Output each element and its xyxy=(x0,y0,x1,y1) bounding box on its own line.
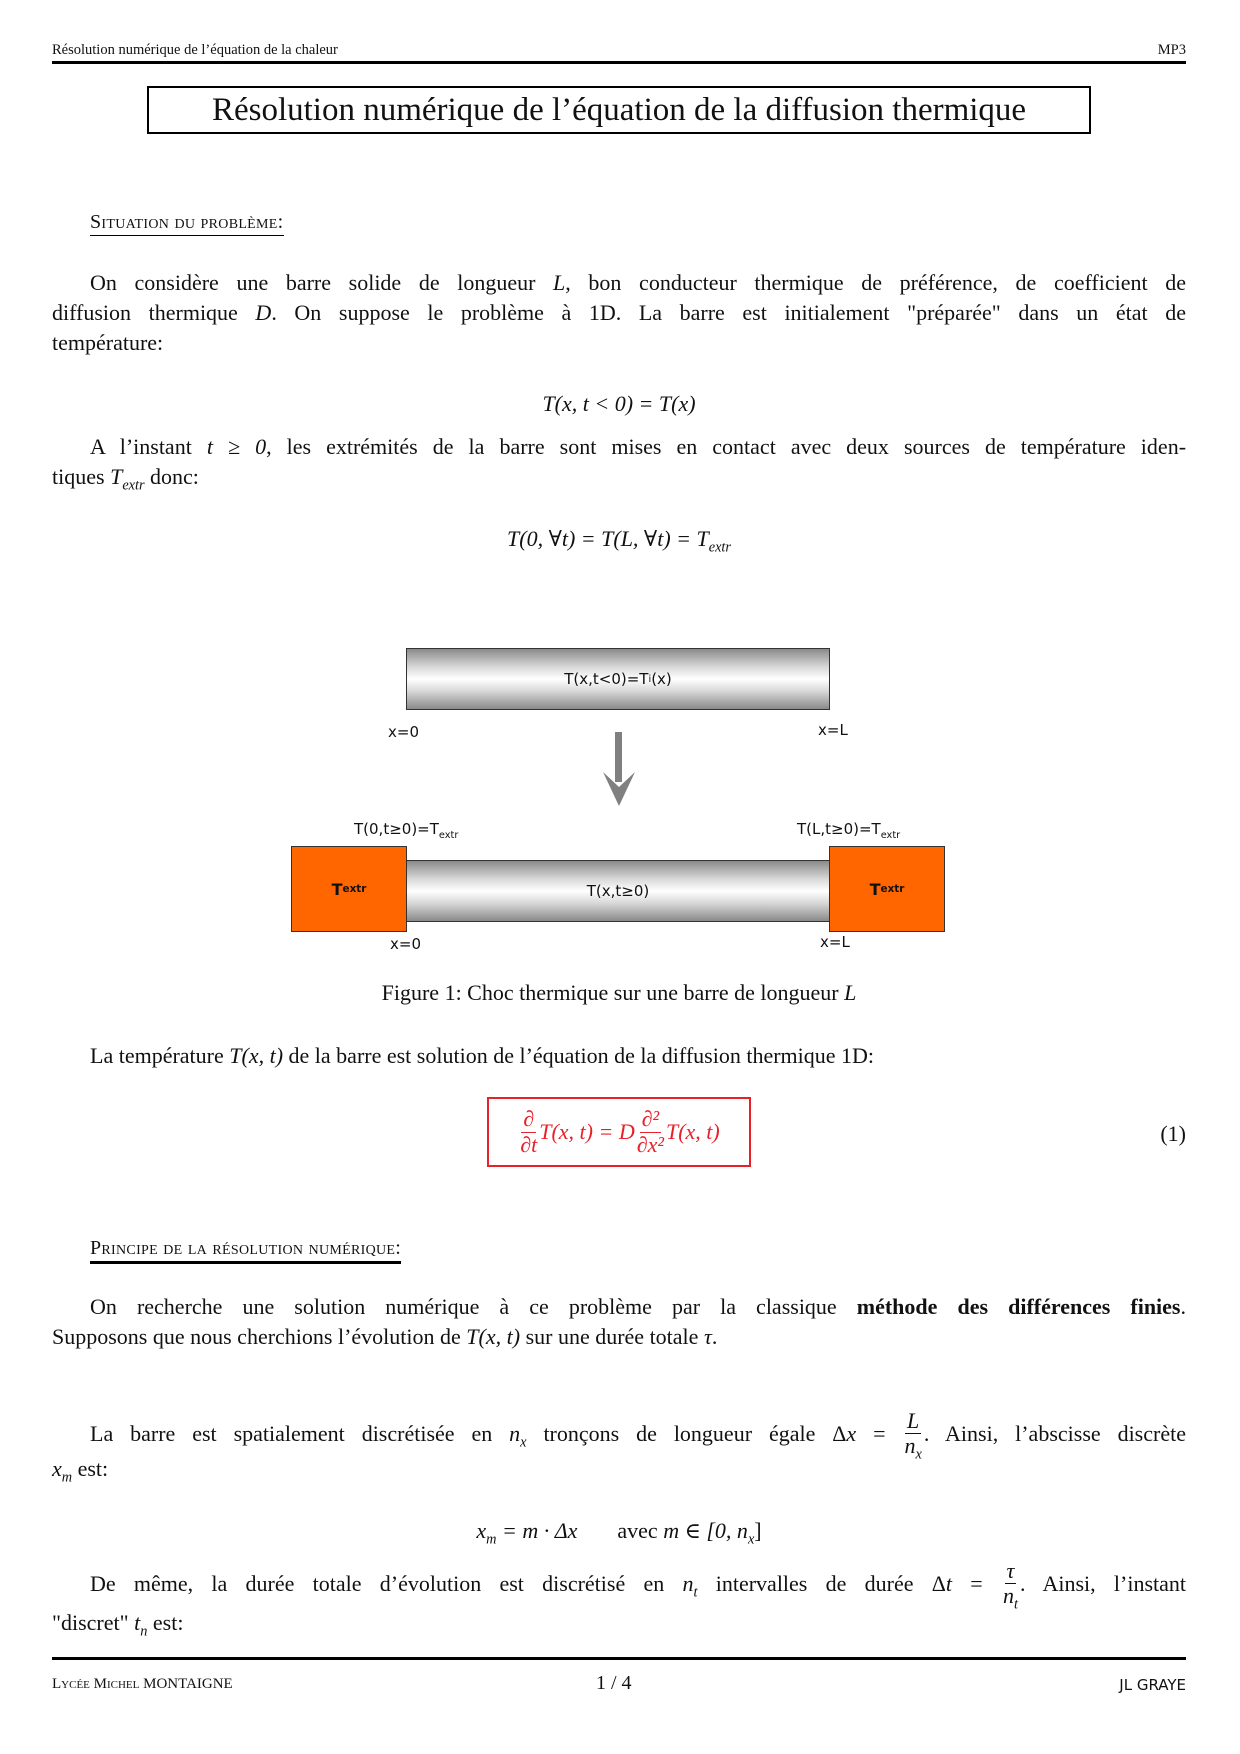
paragraph-line: Supposons que nous cherchions l’évolution de T(x, t) sur une durée totale τ. xyxy=(52,1324,718,1349)
paragraph-line: On considère une barre solide de longueur L, bon conducteur thermique de préférence, de coefficient de xyxy=(90,270,1186,295)
paragraph-line: "discret" $t_n$ est: xyxy=(52,1610,184,1640)
paragraph-line: $x_m$ est: xyxy=(52,1456,109,1486)
running-header-title: Résolution numérique de l’équation de la chaleur xyxy=(52,42,338,58)
paragraph-line: A l’instant t ≥ 0, les extrémités de la barre sont mises en contact avec deux sources de température iden- xyxy=(90,434,1187,459)
paragraph-line: La barre est spatialement discrétisée en $n_x$ tronçons de longueur égale Δx = $\frac{L}{n_x}$ . Ainsi, l’abscisse discrète xyxy=(90,1407,1186,1463)
equation-initial-condition: T(x, t < 0) = T(x) xyxy=(542,391,696,416)
footer-author: JL GRAYE xyxy=(1119,1676,1186,1694)
bar-after: T(x,t≥0) xyxy=(404,860,832,922)
paragraph-line: De même, la durée totale d’évolution est discrétisé en $n_t$ intervalles de durée Δt = $\frac{\tau}{n_t}$ . Ainsi, l’instant xyxy=(90,1557,1187,1613)
label-left-boundary: $T(0,t\ge 0)=T_{extr}$ xyxy=(354,820,459,841)
label-xL-bottom: x=L xyxy=(820,933,850,951)
header-rule xyxy=(52,61,1186,64)
paragraph-line: tiques $T_{extr}$ donc: xyxy=(52,464,199,494)
section-heading-principe: Principe de la résolution numérique: xyxy=(90,1237,401,1264)
paragraph-line: température: xyxy=(52,330,164,355)
document-title: Résolution numérique de l’équation de la diffusion thermique xyxy=(147,86,1091,134)
heat-source-left: T extr xyxy=(291,846,407,932)
arrow-down-icon xyxy=(602,732,636,806)
label-x0-bottom: x=0 xyxy=(390,935,421,953)
footer-rule xyxy=(52,1657,1186,1660)
figure-caption: Figure 1: Choc thermique sur une barre de longueur L xyxy=(381,980,857,1005)
footer-school: Lycée Michel MONTAIGNE xyxy=(52,1676,233,1692)
running-header-class: MP3 xyxy=(1157,42,1186,58)
heat-equation-box: $\frac{\partial}{\partial t}$ T(x, t) = D $\frac{\text{∂²}}{\text{∂x²}}$ T(x, t) xyxy=(487,1097,751,1167)
paragraph-line: On recherche une solution numérique à ce problème par la classique méthode des différences finies. xyxy=(90,1294,1186,1319)
page-number: 1 / 4 xyxy=(596,1672,632,1694)
heat-source-right: T extr xyxy=(829,846,945,932)
label-x0-top: x=0 xyxy=(388,723,419,741)
bar-initial: T(x,t<0)=T i (x) xyxy=(406,648,830,710)
paragraph-line: diffusion thermique D. On suppose le problème à 1D. La barre est initialement "préparée" dans un état de xyxy=(52,300,1186,325)
paragraph-line: La température T(x, t) de la barre est solution de l’équation de la diffusion thermique 1D: xyxy=(90,1043,875,1068)
equation-discrete-position: $x_m = m \cdot \Delta x$ avec m ∈ [0, $n_x$] xyxy=(476,1518,762,1548)
equation-number: (1) xyxy=(1160,1121,1186,1146)
section-heading-situation: Situation du problème: xyxy=(90,211,284,236)
label-xL-top: x=L xyxy=(818,721,848,739)
equation-boundary-conditions: T(0, ∀t) = T(L, ∀t) = $T_{extr}$ xyxy=(507,526,731,556)
label-right-boundary: $T(L,t\ge 0)=T_{extr}$ xyxy=(797,820,901,841)
